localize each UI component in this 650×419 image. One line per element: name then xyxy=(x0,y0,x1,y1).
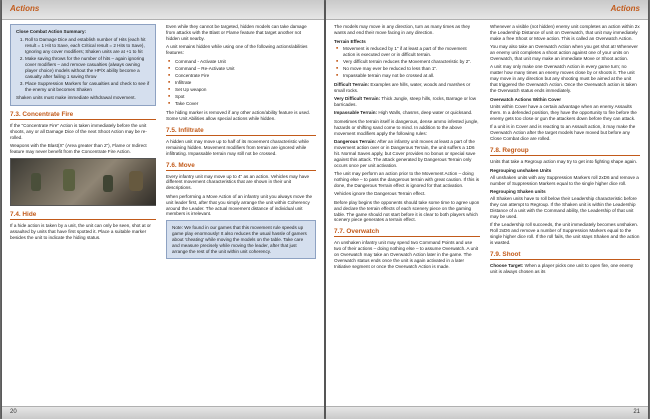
paragraph: Even while they cannot be targeted, hidden models can take damage from attacks with the Blast or Flame feature that target another not hidden unit nearby. xyxy=(166,24,307,41)
list-item: ■ No move may ever be reduced to less than 1". xyxy=(343,66,480,72)
miniatures-photo xyxy=(10,158,156,206)
summary-list xyxy=(16,37,150,93)
list-item: ■ Set Up weapon xyxy=(175,87,316,93)
paragraph xyxy=(334,110,480,116)
page-number: 20 xyxy=(10,409,17,415)
paragraph: Before play begins the opponents should take some time to agree upon and declare the terrain effects of each scenery piece on the gaming table. The game should not start before it is clear to both players which scenery piece generates a terrain effect. xyxy=(334,199,480,223)
summary-footer: Shaken units must make immediate withdrawal movement. xyxy=(16,94,136,100)
section-heading: 7.7. Overwatch xyxy=(334,228,480,237)
paragraph: Weapons with the Blast(X" (Area greater than 2"), Flame or Indirect feature may never benefit from the Concentrate Fire Action. xyxy=(10,142,147,154)
term-label: Impassable Terrain: xyxy=(334,110,378,116)
paragraph: Every infantry unit may move up to 4" as an action. Vehicles may have different movement characteristics that are shown in their unit descriptions. xyxy=(166,173,310,191)
paragraph: If the Leadership roll succeeds, the unit immediately becomes unshaken. Roll 2xD6 and remove a number of Suppression Markers equal to the single higher dice roll. If the roll fails, the unit stays Shaken and the action is wasted. xyxy=(490,222,640,246)
term-text: Examples are hills, water, woods and marshes or small rocks. xyxy=(334,81,471,93)
list-item: ■ Command - Activate Unit xyxy=(175,59,316,65)
paragraph xyxy=(334,82,480,94)
term-label: Very Difficult Terrain: xyxy=(334,96,381,102)
term-label: Difficult Terrain: xyxy=(334,81,370,87)
paragraph: When performing a Move Action of an infantry unit you always move the unit leader first, after that you simply arrange the unit within Coherency around the Leader. The actual movement distance of individual unit members is irrelevant. xyxy=(166,193,313,217)
summary-title: Close Combat Action Summary: xyxy=(16,29,87,34)
left-column-2 xyxy=(166,24,316,403)
subheading: Terrain Effects xyxy=(334,38,366,44)
summary-item: 3. Place Suppression Markers for casualties and check to see if the enemy unit becomes Shaken xyxy=(25,81,150,93)
paragraph: Units that take a Regroup action may try to get into fighting shape again. xyxy=(490,158,638,164)
paragraph: All unshaken units with any Suppression Markers roll 2xD6 and remove a number of Suppression Markers equal to the single higher dice roll. xyxy=(490,174,639,186)
paragraph: A unit may only make one Overwatch Action in every game turn; no matter how many times an enemy moves close by or shoots it. The unit may move in any direction but any shooting must be aimed at the unit that triggered the Overwatch Action. Once the Overwatch action is taken the Overwatch status ends immediately. xyxy=(490,64,637,94)
paragraph xyxy=(490,263,640,275)
list-item: ■ Movement is reduced by 1" if at least a part of the movement action is executed over or in difficult terrain. xyxy=(343,46,480,58)
paragraph: An unshaken infantry unit may spend two Command Points and use two of their actions – doing nothing else – to assume Overwatch. A unit on Overwatch may take an Overwatch Action later in the game. The Overwatch status ends once the unit is again activated in a later Initiative segment or once the Overwatch Action is made. xyxy=(334,240,479,269)
term-text: When a player picks one unit to open fire, one enemy unit is always chosen as its xyxy=(490,263,634,274)
paragraph: The hiding marker is removed if any other action/ability feature is used. Some Unit Abilities allow special actions while hidden. xyxy=(166,110,311,121)
list-item: ■ Infiltrate xyxy=(175,80,316,86)
note-text: Note: We found in our games that this movement rule speeds up game play enormously! It also reduces the usual hassle of gamers about 'cheating' while moving the models on the table. Take care and measure precisely while moving the leader, after that just arrange the rest of the unit within unit coherency. xyxy=(172,224,307,254)
right-column-1 xyxy=(334,24,480,403)
paragraph: Sometimes the terrain itself is dangerous, dense ammo infested jungle, hazards or shifting sand come to mind. In addition to the above movement modifiers apply the following rules: xyxy=(334,118,479,136)
paragraph: Vehicles ignore the Dangerous Terrain effect. xyxy=(334,191,426,197)
paragraph: The unit may perform an action prior to the Movement Action – doing nothing else – to pass the dangerous terrain with great caution. If this is done, the Dangerous Terrain effect is ignored for that activation. xyxy=(334,171,480,188)
paragraph xyxy=(334,96,480,108)
term-text: After an infantry unit moves at least a part of the movement action over or in Dangerous Terrain, the unit suffers a 1D6 hit. Normal Saves apply, but Cover provides no bonus or special save against this attack. The attack generated by Dangerous Terrain only occurs once per unit activation. xyxy=(334,139,476,168)
section-heading: 7.5. Infiltrate xyxy=(166,127,316,136)
term-text: High Walls, chasms, deep water or quicksand. xyxy=(378,110,473,116)
paragraph: If the "Concentrate Fire" Action is taken immediately before the unit shoots, any or all Damage Dice of the next Shoot Action may be re-rolled. xyxy=(10,122,147,140)
list-item: ■ Concentrate Fire xyxy=(175,73,316,79)
header-title: Actions xyxy=(610,4,640,13)
page-header xyxy=(2,0,324,20)
section-heading: 7.6. Move xyxy=(166,162,316,171)
note-box xyxy=(166,220,316,260)
list-item: ■ Impassable terrain may not be crossed at all. xyxy=(343,73,480,79)
paragraph: If a hide action is taken by a unit, the unit can only be seen, shot at or assaulted by units that have first spotted it. Place a suitable marker besides the unit to indicate the hiding status. xyxy=(10,222,151,240)
page-footer xyxy=(2,406,324,419)
term-label: Choose Target: xyxy=(490,263,524,269)
right-column-2 xyxy=(490,24,640,403)
paragraph: A hidden unit may move up to half of its movement characteristic while remaining hidden. Movement modifiers from terrain are ignored while infiltrating. Impassable terrain may still not be crossed. xyxy=(166,138,309,156)
section-heading: 7.3. Concentrate Fire xyxy=(10,111,156,120)
summary-item: 2. Make saving throws for the number of hits – again ignoring cover modifiers – and remove casualties (always owning player choice) models without the HP/X ability become a casualty after failing 1 saving throw xyxy=(25,56,150,80)
section-heading: 7.9. Shoot xyxy=(490,251,640,260)
list-item: ■ Spot xyxy=(175,94,316,100)
paragraph: All Shaken units have to roll below their Leadership characteristic before they can attempt to Regroup. If the Shaken unit is within the Leadership Distance of a unit with the Command ability, the Leadership of that unit may be used. xyxy=(490,196,637,220)
summary-item: 1. Roll to Damage Dice and establish number of Hits (each hit result = 1 Hit to Save, each Critical result = 2 Hits to Save), Ignoring any cover modifiers; Shaken units are at +1 to hit xyxy=(25,37,150,55)
list-item: ■ Take Cover xyxy=(175,101,316,107)
left-page xyxy=(2,0,324,419)
section-heading: 7.8. Regroup xyxy=(490,147,640,156)
paragraph: You may also take an Overwatch Action when you get shot at! Whenever an enemy unit completes a shoot action against one of your units on Overwatch, that unit may make an immediate Move or Shoot action. xyxy=(490,44,638,62)
header-title: Actions xyxy=(10,4,40,13)
subheading: Regrouping unshaken Units xyxy=(490,167,552,173)
paragraph: A unit remains hidden while using one of the following actions/abilities features: xyxy=(166,44,308,56)
list-item: ■ Command – Re-Activate Unit xyxy=(175,66,316,72)
close-combat-summary-box xyxy=(10,24,156,106)
left-column-1 xyxy=(10,24,156,403)
page-header xyxy=(326,0,648,20)
paragraph: If a unit is in Cover and is reacting to an Assault action, it may make the Overwatch Action after the target models have moved but before any Close Combat dice are rolled. xyxy=(490,124,636,141)
list-item: ■ Very difficult terrain reduces the Movement characteristic by 2". xyxy=(343,59,480,65)
terrain-effects-list xyxy=(334,46,480,79)
term-text: Thick Jungle, steep hills, rocks, Barrage or low barricades. xyxy=(334,96,477,108)
section-heading: 7.4. Hide xyxy=(10,211,156,220)
paragraph: Units within Cover have a certain advantage when an enemy Assaults them. In a defended position, they have the opportunity to fire before the enemy gets too close or gun the attackers down before they can attack. xyxy=(490,103,637,121)
page-footer xyxy=(326,406,648,419)
paragraph xyxy=(334,139,480,169)
subheading: Overwatch Actions Within Cover xyxy=(490,96,562,102)
right-page xyxy=(326,0,648,419)
page-number: 21 xyxy=(633,409,640,415)
subheading: Regrouping Shaken units xyxy=(490,189,546,195)
term-label: Dangerous Terrain: xyxy=(334,139,377,145)
hidden-actions-list xyxy=(166,59,316,107)
paragraph: The models may move in any direction, turn as many times as they wants and end their move facing in any direction. xyxy=(334,24,471,35)
paragraph: Whenever a visible (not hidden) enemy unit completes an action within 2x the Leadership Distance of unit on Overwatch, that unit may immediately make a free Shoot or Move action. This is called an Overwatch Action. xyxy=(490,24,640,41)
